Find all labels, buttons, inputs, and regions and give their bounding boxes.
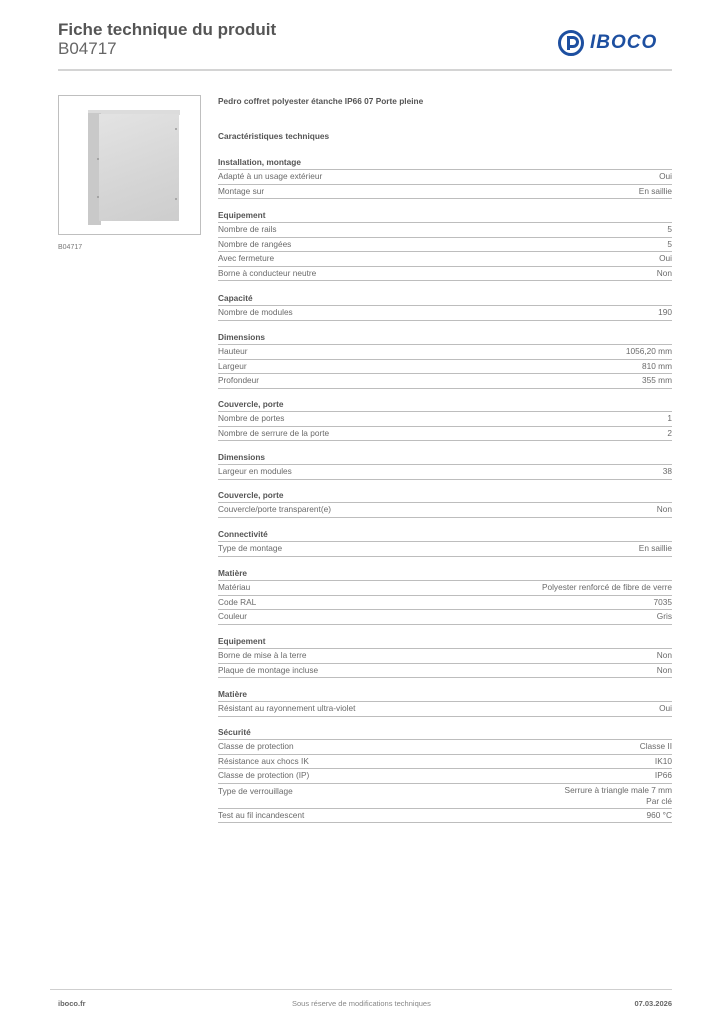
spec-row: [218, 170, 672, 185]
spec-value: Non: [656, 664, 672, 675]
section-title: Matière: [218, 567, 672, 581]
spec-row: [218, 596, 672, 611]
spec-label: Profondeur: [218, 375, 260, 386]
spec-section: [218, 156, 672, 199]
spec-label: Avec fermeture: [218, 253, 275, 264]
spec-value: 2: [667, 427, 672, 438]
spec-value: IK10: [654, 755, 672, 766]
spec-value: 1: [667, 413, 672, 423]
spec-value: En saillie: [638, 543, 672, 553]
footer-website: iboco.fr: [58, 999, 86, 1008]
header-divider: [58, 69, 672, 71]
spec-row: [218, 374, 672, 389]
section-title: Equipement: [218, 635, 672, 649]
spec-row: [218, 649, 672, 664]
spec-section: [218, 292, 672, 321]
hinge-icon: [97, 196, 99, 198]
section-title: Dimensions: [218, 451, 672, 465]
spec-label: Hauteur: [218, 346, 248, 356]
spec-label: Borne à conducteur neutre: [218, 267, 317, 278]
specs-title: Caractéristiques techniques: [218, 131, 330, 141]
spec-value: 810 mm: [642, 360, 672, 371]
spec-section: [218, 398, 672, 441]
spec-row: [218, 740, 672, 755]
spec-row: [218, 702, 672, 717]
spec-row: [218, 267, 672, 282]
section-title: Couvercle, porte: [218, 489, 672, 503]
footer-date: 07.03.2026: [634, 999, 672, 1008]
spec-row: [218, 185, 672, 200]
spec-row: [218, 664, 672, 679]
spec-label: Résistance aux chocs IK: [218, 755, 309, 766]
spec-label: Nombre de portes: [218, 413, 285, 423]
spec-row: [218, 581, 672, 596]
spec-section: [218, 451, 672, 480]
spec-label: Matériau: [218, 582, 251, 592]
spec-row: [218, 223, 672, 238]
section-title: Sécurité: [218, 726, 672, 740]
spec-section: [218, 726, 672, 823]
spec-section: [218, 209, 672, 281]
spec-label: Largeur en modules: [218, 466, 292, 476]
spec-label: Classe de protection: [218, 741, 294, 751]
spec-value: 960 °C: [646, 809, 672, 820]
page-title: Fiche technique du produit: [58, 20, 277, 39]
spec-value: 5: [667, 238, 672, 249]
product-code: B04717: [58, 39, 117, 58]
spec-section: [218, 688, 672, 717]
spec-value: Classe II: [639, 741, 672, 751]
hinge-icon: [175, 198, 177, 200]
section-title: Connectivité: [218, 528, 672, 542]
spec-label: Couvercle/porte transparent(e): [218, 504, 331, 514]
spec-label: Borne de mise à la terre: [218, 650, 307, 660]
spec-value: 355 mm: [642, 375, 672, 386]
spec-value: 7035: [653, 596, 672, 607]
section-title: Installation, montage: [218, 156, 672, 170]
spec-value: Non: [656, 650, 672, 660]
spec-row: [218, 465, 672, 480]
spec-row: [218, 755, 672, 770]
spec-label: Nombre de rails: [218, 224, 277, 234]
spec-value: Oui: [659, 703, 672, 713]
hinge-icon: [175, 128, 177, 130]
spec-value: 5: [667, 224, 672, 234]
spec-value: Gris: [656, 611, 672, 622]
spec-value: Oui: [659, 171, 672, 181]
spec-value: [565, 785, 672, 807]
spec-row: [218, 503, 672, 518]
spec-row: [218, 784, 672, 809]
spec-value-line: Serrure à triangle male 7 mm: [564, 784, 672, 795]
spec-value: Polyester renforcé de fibre de verre: [541, 582, 672, 592]
iboco-logo: [558, 28, 657, 58]
spec-row: [218, 542, 672, 557]
spec-value: En saillie: [638, 185, 672, 196]
spec-value: 1056,20 mm: [625, 346, 672, 356]
product-name: Pedro coffret polyester étanche IP66 07 Porte pleine: [218, 96, 424, 106]
spec-label: Résistant au rayonnement ultra-violet: [218, 703, 356, 713]
spec-value: Oui: [659, 253, 672, 264]
footer-disclaimer: Sous réserve de modifications techniques: [292, 999, 431, 1008]
spec-row: [218, 360, 672, 375]
spec-label: Nombre de modules: [218, 307, 293, 317]
section-title: Matière: [218, 688, 672, 702]
image-caption: B04717: [58, 244, 83, 251]
spec-value: IP66: [654, 770, 672, 781]
spec-row: [218, 412, 672, 427]
section-title: Couvercle, porte: [218, 398, 672, 412]
spec-label: Largeur: [218, 360, 247, 371]
section-title: Capacité: [218, 292, 672, 306]
spec-label: Montage sur: [218, 185, 265, 196]
spec-value: 38: [662, 466, 672, 476]
spec-value: 190: [658, 307, 672, 317]
hinge-icon: [97, 158, 99, 160]
spec-value: Non: [656, 267, 672, 278]
spec-section: [218, 331, 672, 389]
spec-row: [218, 238, 672, 253]
section-title: Equipement: [218, 209, 672, 223]
section-title: Dimensions: [218, 331, 672, 345]
spec-value: Non: [656, 504, 672, 514]
spec-label: Type de verrouillage: [218, 785, 293, 796]
spec-row: [218, 769, 672, 784]
spec-label: Nombre de serrure de la porte: [218, 427, 330, 438]
spec-label: Code RAL: [218, 596, 257, 607]
spec-section: [218, 635, 672, 678]
spec-row: [218, 252, 672, 267]
spec-label: Test au fil incandescent: [218, 809, 305, 820]
product-image: [58, 95, 201, 235]
footer-divider: [50, 989, 672, 990]
spec-row: [218, 427, 672, 442]
spec-label: Nombre de rangées: [218, 238, 292, 249]
spec-row: [218, 306, 672, 321]
enclosure-door: [99, 114, 179, 221]
spec-row: [218, 809, 672, 824]
spec-section: [218, 567, 672, 625]
spec-value-line: Par clé: [646, 795, 672, 806]
spec-label: Adapté à un usage extérieur: [218, 171, 323, 181]
logo-text: IBOCO: [590, 32, 658, 53]
spec-section: [218, 489, 672, 518]
spec-label: Classe de protection (IP): [218, 770, 310, 781]
spec-label: Couleur: [218, 611, 248, 622]
spec-row: [218, 610, 672, 625]
spec-label: Plaque de montage incluse: [218, 664, 319, 675]
spec-label: Type de montage: [218, 543, 283, 553]
spec-row: [218, 345, 672, 360]
spec-section: [218, 528, 672, 557]
iboco-logo-icon: [558, 30, 584, 56]
